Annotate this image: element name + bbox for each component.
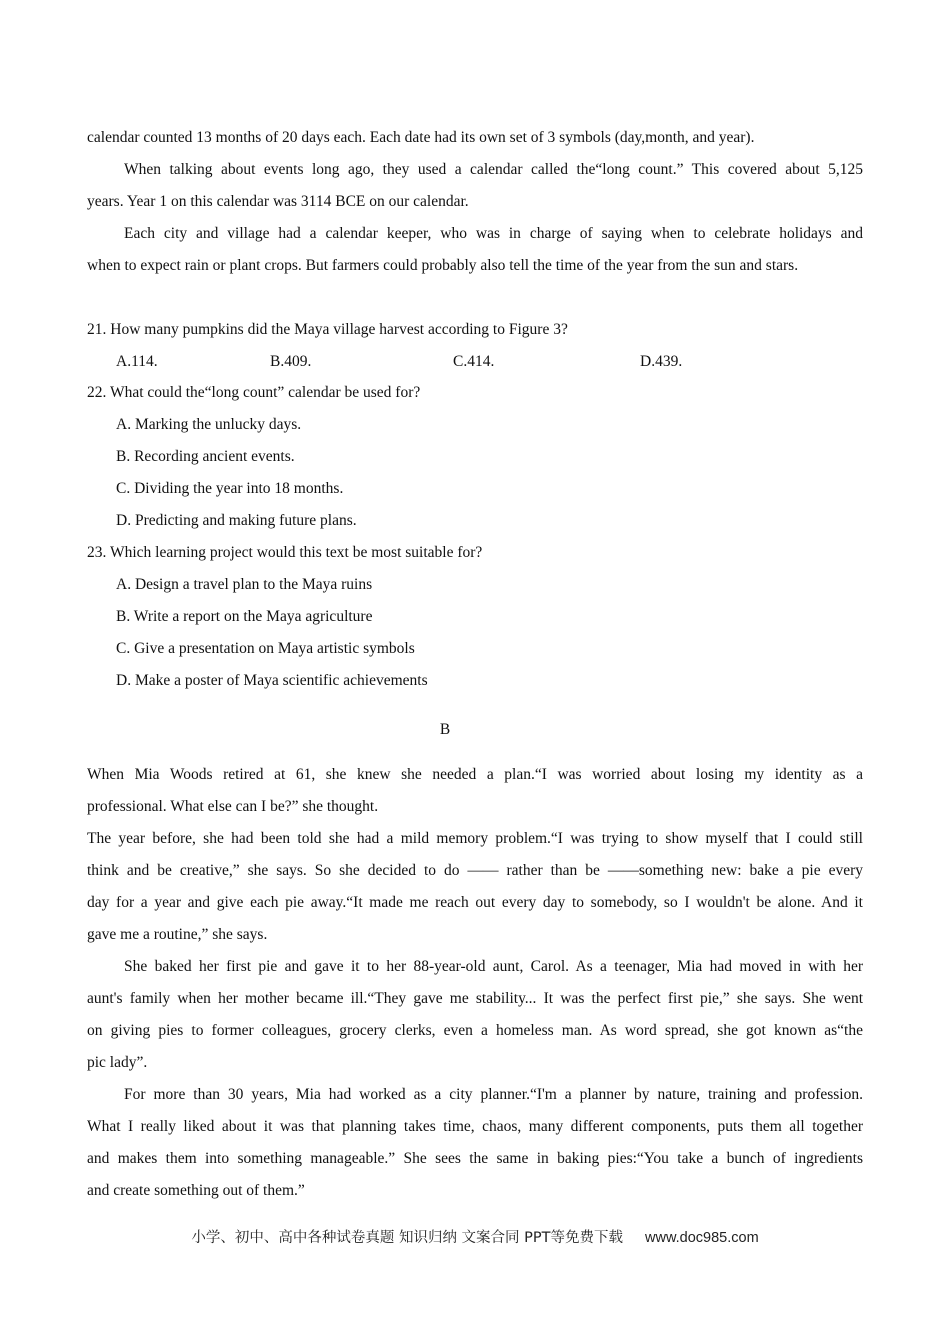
passage-line: Each city and village had a calendar keeper, who was in charge of saying when to celebrate holidays and [124,225,863,242]
answer-option: C.414. [453,353,495,370]
passage-line: When talking about events long ago, they used a calendar called the“long count.” This covered about 5,125 [124,161,863,178]
answer-option: A.114. [116,353,158,370]
page-footer [0,1226,950,1247]
answer-option: D.439. [640,353,683,370]
question-stem: 22. What could the“long count” calendar be used for? [87,384,421,401]
answer-option: B. Write a report on the Maya agriculture [116,608,373,625]
passage-line: What I really liked about it was that planning takes time, chaos, many different components, puts them all together [87,1118,863,1135]
passage-line: when to expect rain or plant crops. But farmers could probably also tell the time of the year from the sun and stars. [87,257,799,274]
passage-line: The year before, she had been told she had a mild memory problem.“I was trying to show myself that I could still [87,830,863,847]
passage-line: and makes them into something manageable.” She sees the same in baking pies:“You take a bunch of ingredients [87,1150,863,1167]
answer-option: B. Recording ancient events. [116,448,295,465]
passage-line: on giving pies to former colleagues, grocery clerks, even a homeless man. As word spread, she got known as“the [87,1022,863,1039]
answer-option: B.409. [270,353,312,370]
passage-line: She baked her first pie and gave it to her 88-year-old aunt, Carol. As a teenager, Mia had moved in with her [124,958,863,975]
passage-line: years. Year 1 on this calendar was 3114 BCE on our calendar. [87,193,469,210]
footer-url[interactable]: www.doc985.com [645,1230,759,1246]
section-heading: B [439,721,451,738]
answer-option: D. Make a poster of Maya scientific achievements [116,672,428,689]
answer-option: A. Design a travel plan to the Maya ruins [116,576,373,593]
passage-line: pic lady”. [87,1054,148,1071]
question-stem: 23. Which learning project would this text be most suitable for? [87,544,483,561]
passage-line: gave me a routine,” she says. [87,926,268,943]
passage-line: professional. What else can I be?” she thought. [87,798,379,815]
passage-line: When Mia Woods retired at 61, she knew she needed a plan.“I was worried about losing my identity as a [87,766,863,783]
passage-line: think and be creative,” she says. So she decided to do —— rather than be ——something new: bake a pie every [87,862,863,879]
question-stem: 21. How many pumpkins did the Maya village harvest according to Figure 3? [87,321,568,338]
passage-line: and create something out of them.” [87,1182,305,1199]
footer-text: 小学、初中、高中各种试卷真题 知识归纳 文案合同 PPT等免费下载 [191,1230,624,1246]
answer-option: C. Give a presentation on Maya artistic symbols [116,640,415,657]
passage-line: day for a year and give each pie away.“It made me reach out every day to somebody, so I wouldn't be alone. And it [87,894,863,911]
answer-option: C. Dividing the year into 18 months. [116,480,344,497]
answer-option: A. Marking the unlucky days. [116,416,302,433]
passage-line: calendar counted 13 months of 20 days each. Each date had its own set of 3 symbols (day,month, and year). [87,129,755,146]
answer-option: D. Predicting and making future plans. [116,512,357,529]
passage-line: For more than 30 years, Mia had worked as a city planner.“I'm a planner by nature, training and profession. [124,1086,863,1103]
passage-line: aunt's family when her mother became ill.“They gave me stability... It was the perfect first pie,” she says. She went [87,990,863,1007]
